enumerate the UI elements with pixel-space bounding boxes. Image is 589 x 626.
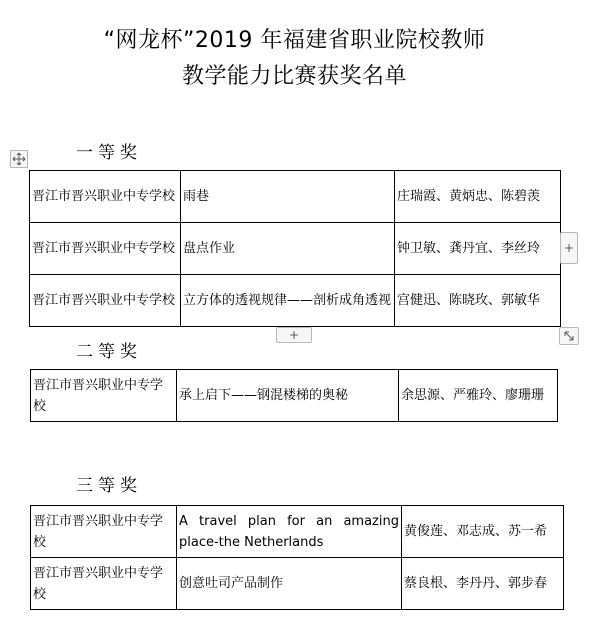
table-row — [31, 558, 564, 610]
members-cell[interactable]: 余思源、严雅玲、廖珊珊 — [399, 370, 558, 422]
members-cell[interactable]: 蔡良根、李丹丹、郭步春 — [402, 558, 564, 610]
school-cell[interactable]: 晋江市晋兴职业中专学校 — [31, 506, 177, 558]
table-move-handle[interactable] — [10, 150, 28, 168]
work-cell-line1: A travel plan for an amazing — [179, 513, 399, 529]
resize-handle-icon — [563, 330, 575, 342]
members-cell[interactable]: 钟卫敏、龚丹宜、李丝玲 — [395, 223, 561, 275]
school-cell[interactable]: 晋江市晋兴职业中专学校 — [31, 558, 177, 610]
members-cell[interactable]: 黄俊莲、邓志成、苏一希 — [402, 506, 564, 558]
table-row — [30, 171, 561, 223]
add-row-button[interactable]: + — [276, 327, 312, 343]
school-cell[interactable]: 晋江市晋兴职业中专学校 — [30, 223, 181, 275]
second-prize-table — [30, 369, 558, 422]
first-prize-heading: 一等奖 — [76, 143, 142, 163]
first-prize-table — [29, 170, 561, 327]
work-cell-line2: place-the Netherlands — [179, 534, 324, 550]
school-cell[interactable]: 晋江市晋兴职业中专学校 — [31, 370, 177, 422]
members-cell[interactable]: 庄瑞霞、黄炳忠、陈碧羡 — [395, 171, 561, 223]
table-row — [30, 223, 561, 275]
work-cell[interactable] — [177, 506, 402, 558]
second-prize-heading: 二等奖 — [76, 342, 142, 362]
school-cell[interactable]: 晋江市晋兴职业中专学校 — [30, 171, 181, 223]
school-cell[interactable]: 晋江市晋兴职业中专学校 — [30, 275, 181, 327]
table-row — [31, 506, 564, 558]
table-resize-handle[interactable] — [559, 327, 579, 345]
work-cell[interactable]: 雨巷 — [181, 171, 395, 223]
work-cell[interactable]: 创意吐司产品制作 — [177, 558, 402, 610]
move-handle-icon — [12, 152, 26, 166]
work-cell[interactable]: 立方体的透视规律——剖析成角透视 — [181, 275, 395, 327]
third-prize-table — [30, 505, 564, 610]
document-title-line1: “网龙杯”2019 年福建省职业院校教师 — [103, 28, 486, 53]
work-cell[interactable]: 盘点作业 — [181, 223, 395, 275]
third-prize-heading: 三等奖 — [76, 476, 142, 496]
table-row — [30, 275, 561, 327]
document-title-line2: 教学能力比赛获奖名单 — [181, 64, 407, 89]
table-row — [31, 370, 558, 422]
add-column-button[interactable]: + — [560, 232, 578, 264]
work-cell[interactable]: 承上启下——钢混楼梯的奥秘 — [177, 370, 399, 422]
members-cell[interactable]: 宫健迅、陈晓玫、郭敏华 — [395, 275, 561, 327]
